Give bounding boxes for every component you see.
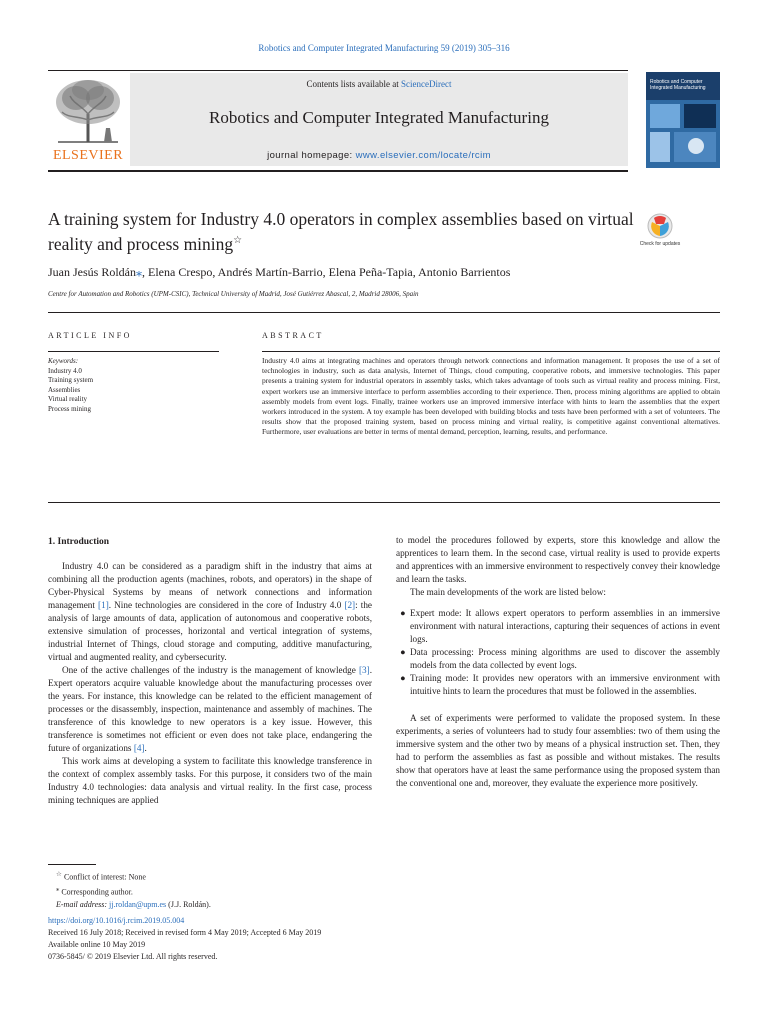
list-item: [396, 672, 720, 698]
footnotes: [56, 869, 386, 912]
contributions-list: [396, 607, 720, 698]
list-item-text: Training mode: It provides new operators with an immersive environment with intuitive hints to learn the procedures that must be followed in the assemblies.: [410, 673, 720, 696]
paragraph: This work aims at developing a system to facilitate this knowledge transference in the context of complex assembly tasks. For this purpose, it considers two of the main Industry 4.0 technologies: data analysis and virtual reality. In the first case, process mining techniques are applied: [48, 756, 372, 805]
footnote-rule: [48, 864, 96, 865]
doi-link[interactable]: https://doi.org/10.1016/j.rcim.2019.05.004: [48, 916, 185, 925]
paragraph: to model the procedures followed by experts, store this knowledge and allow the apprentices to learn them. In the second case, virtual reality is used to provide experts and apprentices with an immersive environment to respectively convey their knowledge and learn the tasks.: [396, 535, 720, 584]
copyright: 0736-5845/ © 2019 Elsevier Ltd. All rights reserved.: [48, 952, 218, 961]
email-link[interactable]: jj.roldan@upm.es: [109, 900, 167, 910]
coauthors: , Elena Crespo, Andrés Martín-Barrio, Elena Peña-Tapia, Antonio Barrientos: [142, 265, 511, 279]
keyword: Industry 4.0: [48, 366, 82, 375]
article-title-text: A training system for Industry 4.0 operators in complex assemblies based on virtual reality and process mining: [48, 209, 634, 254]
citation-ref[interactable]: [2]: [344, 600, 356, 610]
footnote-mark: ⁎: [56, 886, 60, 894]
text-run: .: [144, 743, 147, 753]
keywords-label: Keywords:: [48, 357, 79, 365]
keyword: Assemblies: [48, 385, 81, 394]
homepage-label: journal homepage:: [267, 150, 356, 161]
author-affiliation: Centre for Automation and Robotics (UPM-CSIC), Technical University of Madrid, José Gutiérrez Abascal, 2, Madrid 28006, Spain: [48, 290, 419, 298]
check-for-updates-icon[interactable]: [639, 212, 681, 252]
title-footnote-mark[interactable]: ☆: [233, 235, 243, 246]
cover-title: Robotics and Computer Integrated Manufacturing: [650, 79, 706, 91]
keyword: Virtual reality: [48, 395, 88, 404]
section-heading-introduction: 1. Introduction: [48, 537, 110, 547]
homepage-link[interactable]: www.elsevier.com/locate/rcim: [355, 150, 491, 161]
divider: [48, 502, 720, 503]
abstract-text: Industry 4.0 aims at integrating machines and operators through network connections and information management. It proposes the use of a set of technologies in industry, such as data analysis, Internet of Things, cloud computing, cooperative robots, and immersive technologies. This paper presents a training system for industrial operators in assembly tasks, which takes advantage of tools such as virtual reality and process mining. First, expert workers use an immersive interface to perform assemblies according to their experience. Then, process mining algorithms are applied to obtain assembly models from event logs. Finally, trainee workers use an improved immersive interface with hints to learn the assemblies that the expert workers introduced in the system. A toy example has been developed with building blocks and tests have been performed with a set of volunteers. The results show that the proposed training system, based on process mining and virtual reality, is competitive against conventional alternatives. Furthermore, user evaluations are better in terms of mental demand, perception, learning, results, and performance.: [262, 356, 720, 437]
list-item: [396, 607, 720, 646]
list-item-text: Data processing: Process mining algorithms are used to discover the assembly models from the data collected by event logs.: [410, 647, 720, 670]
text-run: One of the active challenges of the industry is the management of knowledge: [62, 665, 359, 675]
keywords-block: [48, 357, 219, 415]
email-label: E-mail address:: [56, 900, 110, 910]
header-rule-top: [48, 70, 628, 71]
divider: [48, 351, 219, 352]
contents-prefix: Contents lists available at: [306, 79, 401, 89]
journal-cover-thumbnail[interactable]: [646, 72, 720, 168]
paragraph: [48, 560, 372, 664]
citation-ref[interactable]: [1]: [98, 600, 109, 610]
elsevier-wordmark: ELSEVIER: [52, 148, 124, 163]
text-run: Industry 4.0 can be considered as a paradigm shift in the industry that aims at combining all the production agents (machines, robots, and operators) in the shape of Cyber-Physical Systems by means of network connections and information management: [48, 561, 372, 610]
list-item-text: Expert mode: It allows expert operators to perform assemblies in an immersive environment with natural interactions, capturing their sequences of actions in event logs.: [410, 608, 720, 644]
abstract-heading: ABSTRACT: [262, 331, 324, 340]
footnote-text: Corresponding author.: [61, 887, 133, 897]
article-title: [48, 208, 638, 255]
cover-artwork: [646, 100, 720, 168]
journal-citation[interactable]: Robotics and Computer Integrated Manufacturing 59 (2019) 305–316: [258, 43, 510, 53]
text-run: . Expert operators acquire valuable knowledge about the manufacturing processes over the years. For instance, this knowledge can be related to the efficient management of processes or the disassembly, inspection, maintenance and assembly of machines. The transference of this knowledge to new operators is a key issue. However, this transference is sometimes not efficient or even does not take place, endangering the future of organizations: [48, 665, 372, 753]
publication-info: [48, 915, 448, 963]
divider: [48, 312, 720, 313]
citation-ref[interactable]: [4]: [133, 743, 145, 753]
bullet-icon: ●: [400, 647, 406, 657]
footnote: [56, 884, 386, 899]
received-dates: Received 16 July 2018; Received in revised form 4 May 2019; Accepted 6 May 2019: [48, 928, 322, 937]
footnote-text: Conflict of interest: None: [63, 872, 146, 882]
bullet-icon: ●: [400, 673, 406, 683]
corresponding-author-mark[interactable]: ⁎: [136, 265, 142, 279]
author-list: [48, 265, 728, 280]
email-footnote: [56, 899, 386, 912]
footnote-mark: ☆: [56, 871, 62, 878]
sciencedirect-link[interactable]: ScienceDirect: [401, 79, 452, 89]
crossmark-label: Check for updates: [639, 241, 681, 247]
divider: [262, 351, 720, 352]
paragraph: [48, 664, 372, 755]
header-rule-bottom: [48, 170, 628, 172]
corresponding-author: Juan Jesús Roldán: [48, 265, 136, 279]
journal-homepage: [130, 150, 628, 161]
paragraph: The main developments of the work are listed below:: [410, 587, 606, 597]
email-suffix: (J.J. Roldán).: [166, 900, 211, 910]
right-column: [396, 534, 720, 790]
footnote: [56, 869, 386, 884]
spacer: [396, 698, 720, 712]
contents-availability: [130, 79, 628, 89]
keyword: Training system: [48, 376, 94, 385]
text-run: : the analysis of large amounts of data, application of autonomous and cooperative robots, extensive simulation of processes, horizontal and vertical integration of systems, industrial Internet of Things, cloud storage and computing, additive manufacturing, virtual and augmented reality, and cybersecurity.: [48, 600, 373, 662]
paragraph: A set of experiments were performed to validate the proposed system. In these experiments, a series of volunteers had to study four assemblies: two of them using the immersive system and the other two by means of a physical instruction set. Then, they had to perform the assemblies as fast as possible and without mistakes. The results show that operators have at least the same performance using the proposed system than the conventional one and, moreover, they evaluate the experience more positively.: [396, 713, 720, 788]
text-run: . Nine technologies are considered in the core of Industry 4.0: [108, 600, 345, 610]
journal-title: Robotics and Computer Integrated Manufacturing: [209, 108, 549, 127]
keyword: Process mining: [48, 404, 91, 413]
article-info-heading: ARTICLE INFO: [48, 331, 132, 340]
online-date: Available online 10 May 2019: [48, 940, 146, 949]
citation-ref[interactable]: [3]: [358, 665, 370, 675]
list-item: [396, 646, 720, 672]
left-column: [48, 560, 372, 807]
bullet-icon: ●: [400, 608, 406, 618]
